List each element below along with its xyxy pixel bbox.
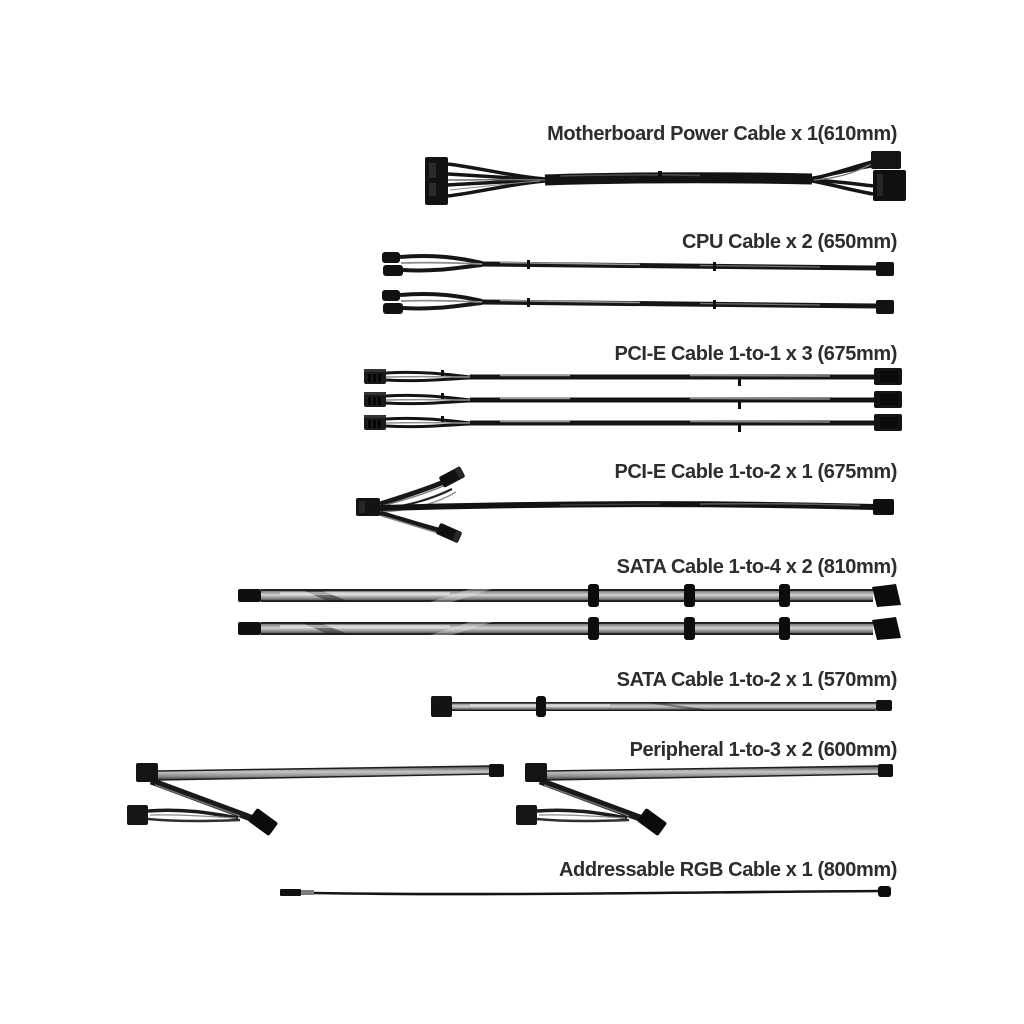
- cpu-cable-row: [382, 252, 894, 276]
- label-motherboard-cable: Motherboard Power Cable x 1(610mm): [547, 123, 897, 145]
- peripheral-assembly: [516, 763, 893, 836]
- sata-connector-inline: [779, 584, 790, 607]
- connector-detail: [429, 183, 436, 196]
- sata-cable-row: [238, 617, 901, 640]
- molex-connector-main: [525, 763, 547, 782]
- label-sata-1to4-cable: SATA Cable 1-to-4 x 2 (810mm): [616, 556, 897, 578]
- sata-connector-inline: [684, 617, 695, 640]
- sata-connector-inline: [588, 584, 599, 607]
- sata-psu-connector: [238, 622, 261, 635]
- molex-connector-main: [136, 763, 158, 782]
- sata-connector-end: [872, 617, 901, 640]
- atx-24pin-connector: [425, 157, 448, 205]
- sata-connector-end: [872, 584, 901, 607]
- label-pcie-1to2-cable: PCI-E Cable 1-to-2 x 1 (675mm): [614, 461, 897, 483]
- cpu-4pin-connector: [383, 265, 403, 276]
- label-sata-1to2-cable: SATA Cable 1-to-2 x 1 (570mm): [616, 669, 897, 691]
- pcie-connector-right: [873, 499, 894, 515]
- cpu-4pin-connector: [382, 290, 400, 301]
- pcie-cable-row: [364, 368, 902, 386]
- sata-connector-inline: [536, 696, 546, 717]
- sata-connector-end: [876, 700, 892, 711]
- molex-connector-right: [878, 764, 893, 777]
- cpu-4pin-connector: [383, 303, 403, 314]
- cpu-psu-connector: [876, 300, 894, 314]
- pcie-1to2-cable-graphic: [356, 466, 894, 543]
- argb-connector-right: [878, 886, 891, 897]
- molex-connector-branch: [127, 805, 148, 825]
- sata-connector-inline: [588, 617, 599, 640]
- molex-connector-end: [248, 808, 278, 836]
- peripheral-assembly: [127, 763, 504, 836]
- molex-connector-end: [637, 808, 667, 836]
- cpu-cable-graphic: [382, 252, 894, 314]
- label-pcie-1to1-cable: PCI-E Cable 1-to-1 x 3 (675mm): [614, 343, 897, 365]
- pcie-cable-row: [364, 414, 902, 432]
- sata-1to2-cable-graphic: [431, 696, 892, 717]
- pcie-cable-row: [364, 391, 902, 409]
- eps-connector-top: [871, 151, 901, 169]
- argb-connector-left: [280, 889, 301, 896]
- pcie-branch-connector-top: [439, 466, 466, 488]
- molex-connector-branch: [516, 805, 537, 825]
- connector-detail: [429, 163, 436, 178]
- label-peripheral-cable: Peripheral 1-to-3 x 2 (600mm): [629, 739, 897, 761]
- argb-wire: [314, 891, 880, 894]
- pcie-branch-connector-bottom: [436, 523, 463, 544]
- peripheral-cable-graphic: [127, 763, 893, 836]
- cpu-4pin-connector: [382, 252, 400, 263]
- cpu-psu-connector: [876, 262, 894, 276]
- molex-connector-right: [489, 764, 504, 777]
- sata-cable-row: [238, 584, 901, 607]
- label-argb-cable: Addressable RGB Cable x 1 (800mm): [558, 859, 897, 881]
- cpu-cable-row: [382, 290, 894, 314]
- sata-1to4-cable-graphic: [238, 584, 901, 640]
- pcie-1to1-cable-graphic: [364, 368, 902, 432]
- sata-psu-connector: [431, 696, 452, 717]
- sata-psu-connector: [238, 589, 261, 602]
- argb-cable-graphic: [280, 886, 891, 897]
- sata-connector-inline: [684, 584, 695, 607]
- motherboard-cable-graphic: [425, 151, 906, 205]
- label-cpu-cable: CPU Cable x 2 (650mm): [681, 231, 897, 253]
- cable-bundle: [545, 178, 812, 180]
- sata-connector-inline: [779, 617, 790, 640]
